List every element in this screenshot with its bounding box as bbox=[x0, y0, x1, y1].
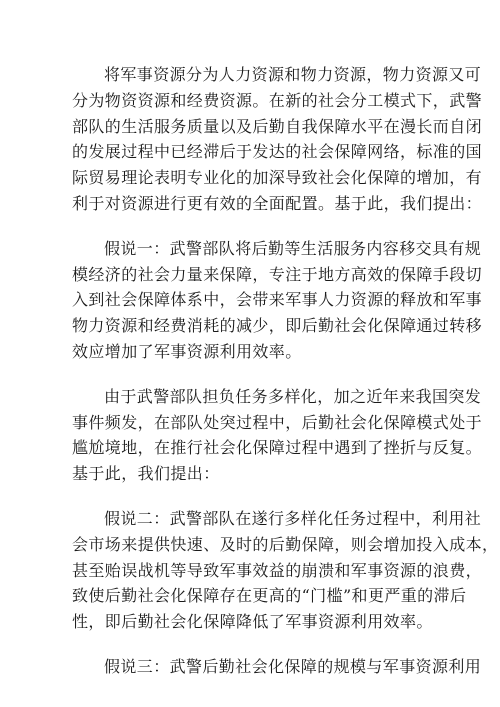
text-line: 的发展过程中已经滞后于发达的社会保障网络，标准的国 bbox=[72, 142, 483, 162]
text-line: 会市场来提供快速、及时的后勤保障，则会增加投入成本， bbox=[72, 534, 499, 554]
text-line: 假说二：武警部队在遂行多样化任务过程中，利用社 bbox=[104, 508, 482, 528]
text-line: 物力资源和经费消耗的减少，即后勤社会化保障通过转移 bbox=[72, 316, 483, 336]
paragraph-diversified-tasks bbox=[72, 384, 483, 487]
text-line: 利于对资源进行更有效的全面配置。基于此，我们提出： bbox=[72, 193, 483, 213]
text-line: 基于此，我们提出： bbox=[72, 464, 220, 484]
text-line: 分为物资资源和经费资源。在新的社会分工模式下，武警 bbox=[72, 90, 483, 110]
text-line: 将军事资源分为人力资源和物力资源，物力资源又可 bbox=[104, 65, 482, 84]
text-line: 甚至贻误战机等导致军事效益的崩溃和军事资源的浪费， bbox=[72, 560, 483, 580]
paragraph-hypothesis-2 bbox=[72, 506, 499, 635]
text-line: 部队的生活服务质量以及后勤自我保障水平在漫长而自闭 bbox=[72, 116, 483, 136]
text-line: 效应增加了军事资源利用效率。 bbox=[72, 341, 302, 361]
document-page bbox=[72, 62, 499, 699]
text-line: 由于武警部队担负任务多样化，加之近年来我国突发 bbox=[104, 386, 482, 406]
paragraph-military-resources bbox=[72, 62, 483, 217]
text-line: 入到社会保障体系中，会带来军事人力资源的释放和军事 bbox=[72, 290, 483, 310]
paragraph-hypothesis-3 bbox=[72, 654, 482, 680]
text-line: 性，即后勤社会化保障降低了军事资源利用效率。 bbox=[72, 612, 433, 632]
text-line: 假说一：武警部队将后勤等生活服务内容移交具有规 bbox=[104, 238, 482, 258]
text-line: 致使后勤社会化保障存在更高的“门槛”和更严重的滞后 bbox=[72, 586, 467, 606]
text-line: 际贸易理论表明专业化的加深导致社会化保障的增加，有 bbox=[72, 168, 483, 188]
text-line: 模经济的社会力量来保障，专注于地方高效的保障手段切 bbox=[72, 264, 483, 284]
text-line: 假说三：武警后勤社会化保障的规模与军事资源利用 bbox=[104, 656, 482, 676]
text-line: 尴尬境地，在推行社会化保障过程中遇到了挫折与反复。 bbox=[72, 438, 483, 458]
text-line: 事件频发，在部队处突过程中，后勤社会化保障模式处于 bbox=[72, 412, 483, 432]
paragraph-hypothesis-1 bbox=[72, 236, 483, 365]
